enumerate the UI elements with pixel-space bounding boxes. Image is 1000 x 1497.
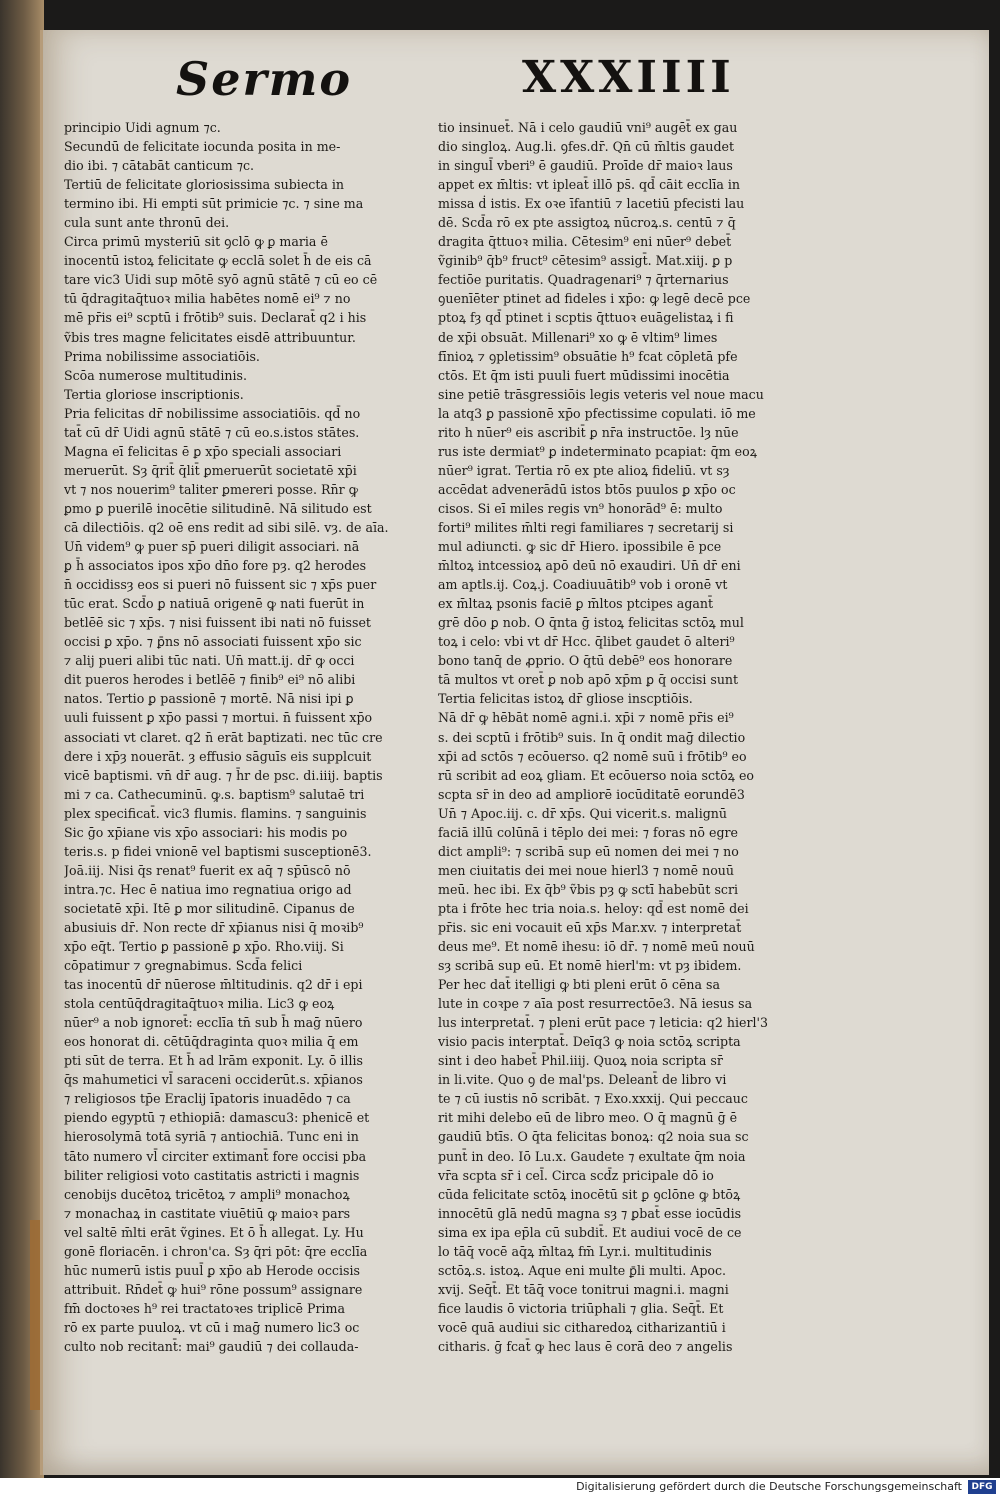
text-line: sine petiē trāsgressiōis legis veteris vel noue macu — [438, 386, 764, 402]
text-line: nūer⁹ igrat. Tertia rō ex pte alioꝝ fideliū. vt sȝ — [438, 462, 730, 478]
text-line: tio insinuet̄. Nā i celo gaudiū vni⁹ augēt̄ ex gau — [438, 120, 738, 135]
text-line: tas inocentū dr̄ nūerose m̄ltitudinis. q2 dr̄ i epi — [64, 977, 363, 993]
text-column-right — [438, 118, 778, 1356]
text-line: fice laudis ō victoria triūphali ⁊ glia. Seq̄t̄. Et — [438, 1300, 724, 1316]
text-line: abusiuis dr̄. Non recte dr̄ xp̄ianus nisi q̄ moꝛib⁹ — [64, 919, 364, 935]
book-spine — [0, 0, 44, 1497]
text-line: sint i deo habet̄ Phil.iiij. Quoꝝ noia scripta sr̄ — [438, 1053, 723, 1069]
text-line: in singul̄ vberi⁹ ē gaudiū. Proīde dr̄ maioꝛ laus — [438, 158, 733, 174]
text-line: pti sūt de terra. Et h̄ ad lrām exponit. Ly. ō illis — [64, 1053, 363, 1069]
text-line: n̄ occidissȝ eos si pueri nō fuissent sic ⁊ xp̄s puer — [64, 577, 377, 593]
text-line: Prima nobilissime associatiōis. — [64, 348, 260, 364]
text-line: te ⁊ cū iustis nō scribāt. ⁊ Exo.xxxij. Qui peccauc — [438, 1091, 748, 1107]
text-line: dio singloꝝ. Aug.li. ꝯfes.dr̄. Qn̄ cū m̄ltis gaudet — [438, 139, 735, 155]
text-line: visio pacis interptat̄. Deīq3 ꝙ noia sctōꝝ scripta — [438, 1034, 741, 1050]
text-line: ṽbis tres magne felicitates eisdē attribuuntur. — [64, 329, 356, 345]
text-line: la atq3 ꝑ passionē xp̄o pfectissime copulati. iō me — [438, 405, 756, 421]
text-line: cisos. Si eī miles regis vn⁹ honorād⁹ ē: multo — [438, 500, 723, 516]
text-line: Tertia felicitas istoꝝ dr̄ gliose inscptiōis. — [438, 691, 693, 707]
text-line: pta i frōte hec tria noia.s. heloy: qd̄ est nomē dei — [438, 900, 749, 916]
text-line: faciā illū colūnā i tēplo dei mei: ⁊ foras nō egre — [438, 824, 738, 840]
text-line: Secundū de felicitate iocunda posita in me- — [64, 139, 341, 155]
text-line: teris.s. p fidei vnionē vel baptismi susceptionē3. — [64, 843, 372, 859]
text-line: men ciuitatis dei mei noue hierl3 ⁊ nomē nouū — [438, 862, 735, 878]
text-line: Tertiū de felicitate gloriosissima subiecta in — [64, 177, 345, 193]
text-line: associati vt claret. q2 n̄ erāt baptizati. nec tūc cre — [64, 729, 383, 745]
text-line: rus iste dermiat⁹ ꝑ indeterminato pcapiat: q̄m eoꝝ — [438, 443, 757, 459]
text-line: sctōꝝ.s. istoꝝ. Aque eni multe ꝑ̄li multi. Apoc. — [438, 1262, 727, 1278]
text-line: Magna eī felicitas ē ꝑ xp̄o speciali associari — [64, 443, 342, 459]
text-line: attribuit. Rn̄det̄ ꝙ hui⁹ rōne possum⁹ assignare — [64, 1281, 363, 1297]
text-line: Tertia gloriose inscriptionis. — [64, 386, 244, 402]
text-line: cenobijs ducētoꝝ tricētoꝝ ⁊ ampli⁹ monachoꝝ — [64, 1186, 350, 1202]
text-line: lus interpretat̄. ⁊ pleni erūt pace ⁊ leticia: q2 hierl'3 — [438, 1015, 768, 1031]
text-line: cūda felicitate sctōꝝ inocētū sit ꝑ ꝯclōne ꝙ btōꝝ — [438, 1186, 741, 1202]
text-line: bono tanq̄ de ꝓprio. O q̄tū debē⁹ eos honorare — [438, 653, 733, 669]
text-line: ⁊ alij pueri alibi tūc nati. Un̄ matt.ij. dr̄ ꝙ occi — [64, 653, 355, 669]
text-line: rō ex parte puuloꝝ. vt cū i maḡ numero lic3 oc — [64, 1319, 360, 1335]
text-line: termino ibi. Hi empti sūt primicie ⁊c. ⁊ sine ma — [64, 196, 364, 212]
text-line: Sic ḡo xp̄iane vis xp̄o associari: his modis po — [64, 824, 348, 840]
text-line: forti⁹ milites m̄lti regi familiares ⁊ secretarij si — [438, 519, 734, 535]
text-line: societatē xp̄i. Itē ꝑ mor silitudinē. Cipanus de — [64, 900, 355, 916]
text-line: plex specificat̄. vic3 flumis. flamins. ⁊ sanguinis — [64, 805, 367, 821]
text-column-left — [64, 118, 416, 1356]
text-line: Scōa numerose multitudinis. — [64, 367, 247, 383]
text-line: gonē floriacēn. i chron'ca. Sȝ q̄ri pōt: q̄re ecclīa — [64, 1243, 368, 1259]
text-line: accēdat advenerādū istos btōs puulos ꝑ xp̄o oc — [438, 481, 736, 497]
text-line: ⁊ monachaꝝ in castitate viuētiū ꝙ maioꝛ pars — [64, 1205, 351, 1221]
text-line: fectiōe puritatis. Quadragenari⁹ ⁊ q̄rternarius — [438, 272, 729, 288]
text-line: dit pueros herodes i betlēē ⁊ finib⁹ ei⁹ nō alibi — [64, 672, 356, 688]
text-line: Nā dr̄ ꝙ hēbāt nomē agni.i. xp̄i ⁊ nomē pr̄is ei⁹ — [438, 710, 734, 726]
text-line: vr̄a scpta sr̄ i cel̄. Circa scd̄z pricipale dō io — [438, 1167, 714, 1183]
running-head-right: XXXIIII — [522, 52, 735, 103]
text-line: nūer⁹ a nob ignoret̄: ecclīa tn̄ sub h̄ maḡ nūero — [64, 1015, 363, 1031]
text-line: stola centūq̄dragitaq̄tuoꝛ milia. Lic3 ꝙ eoꝝ — [64, 996, 335, 1012]
text-line: vicē baptismi. vn̄ dr̄ aug. ⁊ h̄r de psc. di.iiij. baptis — [64, 767, 383, 783]
text-line: xp̄o eq̄t. Tertio ꝑ passionē ꝑ xp̄o. Rho.viij. Si — [64, 939, 344, 955]
text-line: cula sunt ante thronū dei. — [64, 215, 230, 231]
text-line: eos honorat di. cētūq̄draginta quoꝛ milia q̄ em — [64, 1034, 359, 1050]
text-line: rit mihi delebo eū de libro meo. O q̄ magnū ḡ ē — [438, 1110, 738, 1126]
text-line: vocē quā audiui sic citharedoꝝ citharizantiū i — [438, 1319, 726, 1335]
text-line: ptoꝝ fȝ qd̄ ptinet i scptis q̄ttuoꝛ euāgelistaꝝ i fi — [438, 310, 734, 326]
text-line: in li.vite. Quo ꝯ de mal'ps. Deleant̄ de libro vi — [438, 1072, 727, 1088]
text-line: Un̄ videm⁹ ꝙ puer sp̄ pueri diligit associari. nā — [64, 539, 360, 555]
text-line: fīnioꝝ ⁊ ꝯpletissim⁹ obsuātie h⁹ fcat cōpletā pfe — [438, 348, 738, 364]
text-line: rū scribit ad eoꝝ gliam. Et ecōuerso noia sctōꝝ eo — [438, 767, 755, 783]
text-line: rito h nūer⁹ eis ascribit̄ ꝑ nr̄a instructōe. lȝ nūe — [438, 424, 739, 440]
text-line: m̄ltoꝝ intcessioꝝ apō deū nō exaudiri. Un̄ dr̄ eni — [438, 558, 741, 574]
text-line: scpta sr̄ in deo ad ampliorē iocūditatē eorundē3 — [438, 786, 745, 802]
text-line: mi ⁊ ca. Cathecuminū. ꝙ.s. baptism⁹ salutaē tri — [64, 786, 365, 802]
text-line: xvij. Seq̄t̄. Et tāq̄ voce tonitrui magni.i. magni — [438, 1281, 729, 1297]
text-line: sima ex ipa ep̄la cū subdit̄. Et audiui vocē de ce — [438, 1224, 742, 1240]
text-line: appet ex m̄ltis: vt ipleat̄ illō ps̄. qd̄ cāit ecclīa in — [438, 177, 741, 193]
text-line: q̄s mahumetici vl̄ saraceni occiderūt.s. xp̄ianos — [64, 1072, 363, 1088]
text-line: tā multos vt oret̄ ꝑ nob apō xp̄m ꝑ q̄ occisi sunt — [438, 672, 739, 688]
text-line: dragita q̄ttuoꝛ milia. Cētesim⁹ eni nūer⁹ debet̄ — [438, 234, 732, 250]
text-line: intra.⁊c. Hec ē natiua imo regnatiua origo ad — [64, 881, 352, 897]
text-line: Per hec dat̄ itelligi ꝙ bti pleni erūt ō cēna sa — [438, 977, 720, 993]
text-line: ex m̄ltaꝝ psonis faciē ꝑ m̄ltos ptcipes agant̄ — [438, 596, 714, 612]
text-line: inocentū istoꝝ felicitate ꝙ ecclā solet h̄ de eis cā — [64, 253, 372, 269]
text-line: pr̄is. sic eni vocauit eū xp̄s Mar.xv. ⁊ interpretat̄ — [438, 919, 742, 935]
text-line: tū q̄dragitaq̄tuoꝛ milia habētes nomē ei⁹ ⁊ no — [64, 291, 351, 307]
text-line: betlēē sic ⁊ xp̄s. ⁊ nisi fuissent ibi nati nō fuisset — [64, 615, 371, 631]
text-line: ꝑmo ꝑ puerilē inocētie silitudinē. Nā silitudo est — [64, 500, 372, 516]
text-line: Un̄ ⁊ Apoc.iij. c. dr̄ xp̄s. Qui vicerit.s. malignū — [438, 805, 728, 821]
text-line: de xp̄i obsuāt. Millenari⁹ xo ꝙ ē vltim⁹ limes — [438, 329, 718, 345]
text-line: meruerūt. Sȝ q̄rit̄ q̄lit̄ ꝑmeruerūt societatē xp̄i — [64, 462, 357, 478]
text-line: piendo egyptū ⁊ ethiopiā: damascu3: phenicē et — [64, 1110, 370, 1126]
text-line: dē. Scd̄a rō ex pte assigtoꝝ nūcroꝝ.s. centū ⁊ q̄ — [438, 215, 736, 231]
text-line: Joā.iij. Nisi q̄s renat⁹ fuerit ex aq̄ ⁊ sp̄ūscō nō — [64, 862, 351, 878]
text-line: lute in coꝛpe ⁊ aīa post resurrectōe3. Nā iesus sa — [438, 996, 753, 1012]
text-line: s. dei scptū i frōtib⁹ suis. In q̄ ondit maḡ dilectio — [438, 729, 746, 745]
text-line: punt̄ in deo. Iō Lu.x. Gaudete ⁊ exultate q̄m noia — [438, 1148, 746, 1164]
running-head-left: Sermo — [176, 52, 353, 106]
text-line: Pria felicitas dr̄ nobilissime associatiōis. qd̄ no — [64, 405, 361, 421]
text-line: deus me⁹. Et nomē ihesu: iō dr̄. ⁊ nomē meū nouū — [438, 939, 755, 955]
text-line: cōpatimur ⁊ ꝯregnabimus. Scd̄a felici — [64, 958, 303, 974]
text-line: sȝ scribā sup eū. Et nomē hierl'm: vt pȝ ibidem. — [438, 958, 742, 974]
text-line: xp̄i ad sctōs ⁊ ecōuerso. q2 nomē suū i frōtib⁹ eo — [438, 748, 747, 764]
text-line: culto nob recitant̄: mai⁹ gaudiū ⁊ dei collauda- — [64, 1339, 359, 1354]
text-line: ṽginib⁹ q̄b⁹ fruct⁹ cētesim⁹ assigt̄. Mat.xiij. ꝑ p — [438, 253, 733, 269]
text-line: Circa primū mysteriū sit ꝯclō ꝙ ꝑ maria ē — [64, 234, 328, 250]
footer-bar — [0, 1478, 1000, 1497]
text-line: hierosolymā totā syriā ⁊ antiochiā. Tunc eni in — [64, 1129, 359, 1145]
text-line: cā dilectiōis. q2 oē ens redit ad sibi silē. vȝ. de aīa. — [64, 519, 389, 535]
text-line: lo tāq̄ vocē aq̄ꝝ m̄ltaꝝ fm̄ Lyr.i. multitudinis — [438, 1243, 712, 1259]
text-line: uuli fuissent ꝑ xp̄o passi ⁊ mortui. n̄ fuissent xp̄o — [64, 710, 373, 726]
text-line: principio Uidi agnum ⁊c. — [64, 120, 221, 135]
text-line: dere i xp̄ȝ nouerāt. ȝ effusio sāguīs eis supplcuit — [64, 748, 372, 764]
text-line: dict ampli⁹: ⁊ scribā sup eū nomen dei mei ⁊ no — [438, 843, 739, 859]
text-line: ctōs. Et q̄m isti puuli fuert mūdissimi inocētia — [438, 367, 730, 383]
text-line: tare vic3 Uidi sup mōtē syō agnū stātē ⁊ cū eo cē — [64, 272, 378, 288]
text-line: mul adiuncti. ꝙ sic dr̄ Hiero. ipossibile ē pce — [438, 539, 722, 555]
text-line: tāto numero vl̄ circiter extimant̄ fore occisi pba — [64, 1148, 367, 1164]
text-line: missa ḋ istis. Ex oꝛe īfantiū ⁊ lacetiū pfecisti lau — [438, 196, 745, 212]
text-line: ꝑ h̄ associatos ipos xp̄o dn̄o fore pȝ. q2 herodes — [64, 558, 367, 574]
funding-note: Digitalisierung gefördert durch die Deutsche Forschungsgemeinschaft — [576, 1480, 962, 1493]
text-line: dio ibi. ⁊ cātabāt canticum ⁊c. — [64, 158, 255, 174]
text-line: ꝯuenīēter ptinet ad fideles i xp̄o: ꝙ legē decē pce — [438, 291, 751, 307]
text-line: fm̄ doctoꝛes h⁹ rei tractatoꝛes triplicē Prima — [64, 1300, 345, 1316]
text-line: hūc numerū istis puul̄ ꝑ xp̄o ab Herode occisis — [64, 1262, 360, 1278]
text-line: innocētū glā nedū magna sȝ ⁊ ꝑbat̄ esse iocūdis — [438, 1205, 742, 1221]
text-line: natos. Tertio ꝑ passionē ⁊ mortē. Nā nisi ipi ꝑ — [64, 691, 354, 707]
text-line: vt ⁊ nos nouerim⁹ taliter ꝑmereri posse. Rn̄r ꝙ — [64, 481, 359, 497]
text-line: meū. hec ibi. Ex q̄b⁹ ṽbis pȝ ꝙ sctī habebūt scri — [438, 881, 739, 897]
text-line: biliter religiosi voto castitatis astricti i magnis — [64, 1167, 360, 1183]
text-line: grē dōo ꝑ nob. O q̄nta ḡ istoꝝ felicitas sctōꝝ mul — [438, 615, 744, 631]
text-line: tūc erat. Scd̄o ꝑ natiuā origenē ꝙ nati fuerūt in — [64, 596, 365, 612]
text-line: gaudiū btīs. O q̄ta felicitas bonoꝝ: q2 noia sua sc — [438, 1129, 749, 1145]
text-line: vel saltē m̄lti erāt ṽgines. Et ō h̄ allegat. Ly. Hu — [64, 1224, 364, 1240]
text-line: ⁊ religiosos tp̄e Eraclij īpatoris inuadēdo ⁊ ca — [64, 1091, 351, 1107]
text-line: mē pr̄is ei⁹ scptū i frōtib⁹ suis. Declarat̄ q2 i his — [64, 310, 367, 326]
text-line: am aptls.ij. Coꝝ.j. Coadiuuātib⁹ vob i oronē vt — [438, 577, 728, 593]
dfg-logo: DFG — [968, 1480, 996, 1494]
text-line: occisi ꝑ xp̄o. ⁊ ꝑ̄ns nō associati fuissent xp̄o sic — [64, 634, 362, 650]
text-line: toꝝ i celo: vbi vt dr̄ Hcc. q̄libet gaudet ō alteri⁹ — [438, 634, 735, 650]
text-line: tat̄ cū dr̄ Uidi agnū stātē ⁊ cū eo.s.istos stātes. — [64, 424, 360, 440]
text-line: citharis. ḡ fcat̄ ꝙ hec laus ē corā deo ⁊ angelis — [438, 1339, 733, 1354]
